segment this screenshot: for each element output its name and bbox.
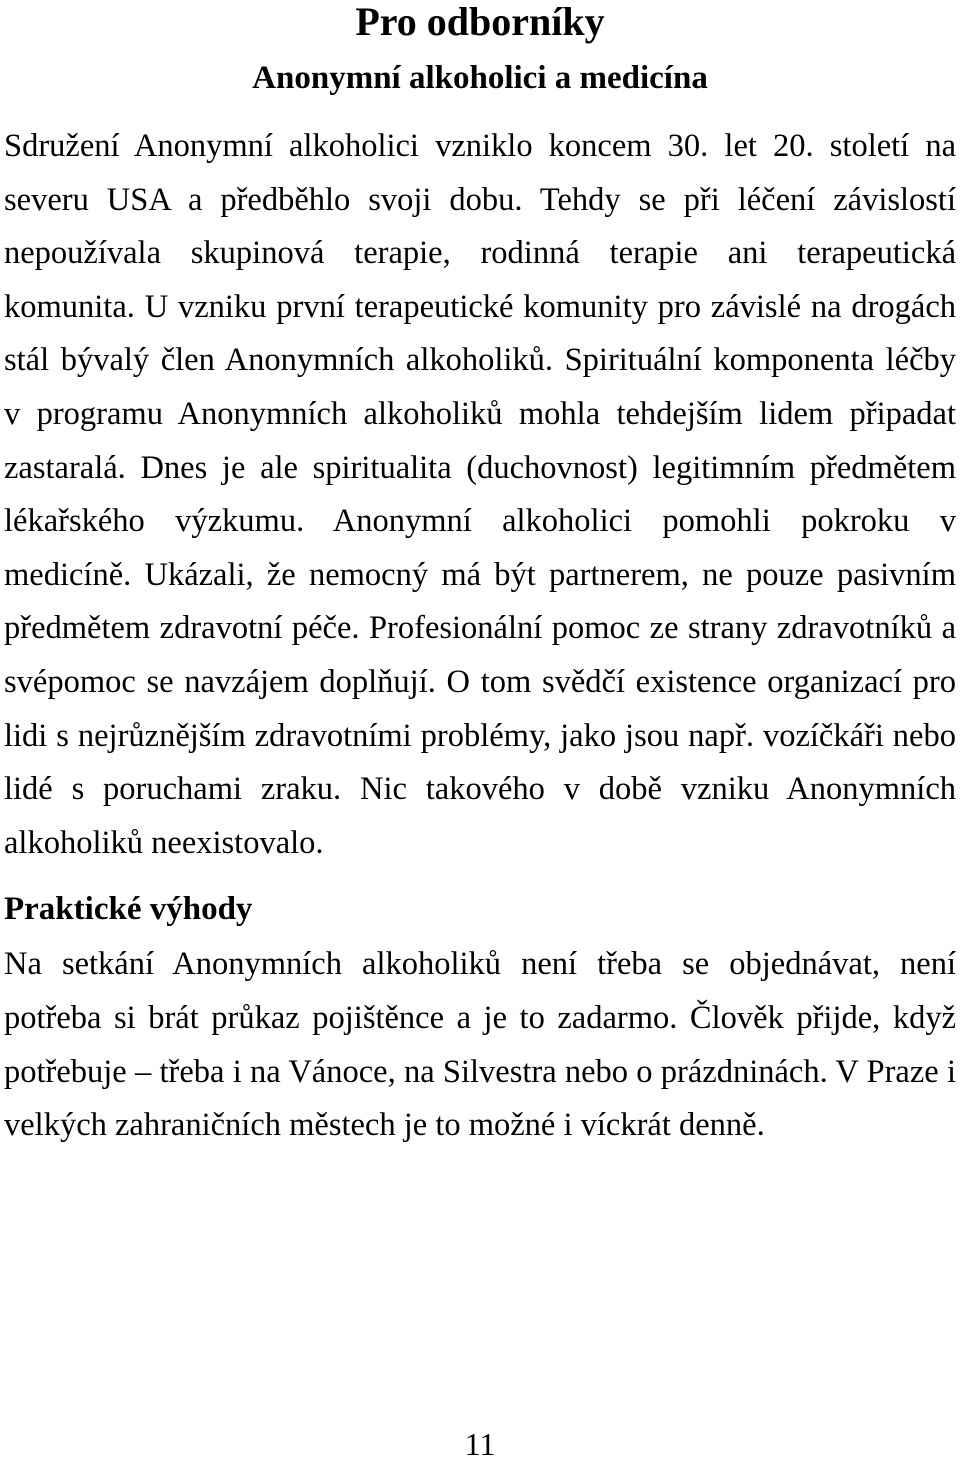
section-heading-practical-benefits: Praktické výhody [4,891,253,928]
body-paragraph-practical: Na setkání Anonymních alkoholiků není třeba se objednávat, není potřeba si brát průkaz pojištěnce a je to zadarmo. Člověk přijde, když potřebuje – třeba i na Vánoce, na Silvestra nebo o prázdninách. V Praze i velkých zahraničních městech je to možné i víckrát denně. [4,946,956,1144]
document-page [4,0,956,1153]
article-subtitle: Anonymní alkoholici a medicína [252,60,708,96]
page-number: 11 [464,1426,496,1462]
body-paragraph-history: Sdružení Anonymní alkoholici vzniklo koncem 30. let 20. století na severu USA a předběhlo svoji dobu. Tehdy se při léčení závislostí nepoužívala skupinová terapie, rodinná terapie ani terapeutická komunita. U vzniku první terapeutické komunity pro závislé na drogách stál bývalý člen Anonymních alkoholiků. Spirituální komponenta léčby v programu Anonymních alkoholiků mohla tehdejším lidem připadat zastaralá. Dnes je ale spiritualita (duchovnost) legitimním předmětem lékařského výzkumu. Anonymní alkoholici pomohli pokroku v medicíně. Ukázali, že nemocný má být partnerem, ne pouze pasivním předmětem zdravotní péče. Profesionální pomoc ze strany zdravotníků a svépomoc se navzájem doplňují. O tom svědčí existence organizací pro lidi s nejrůznějším zdravotními problémy, jako jsou např. vozíčkáři nebo lidé s poruchami zraku. Nic takového v době vzniku Anonymních alkoholiků neexistovalo. [4,128,956,861]
page-title: Pro odborníky [355,0,605,44]
